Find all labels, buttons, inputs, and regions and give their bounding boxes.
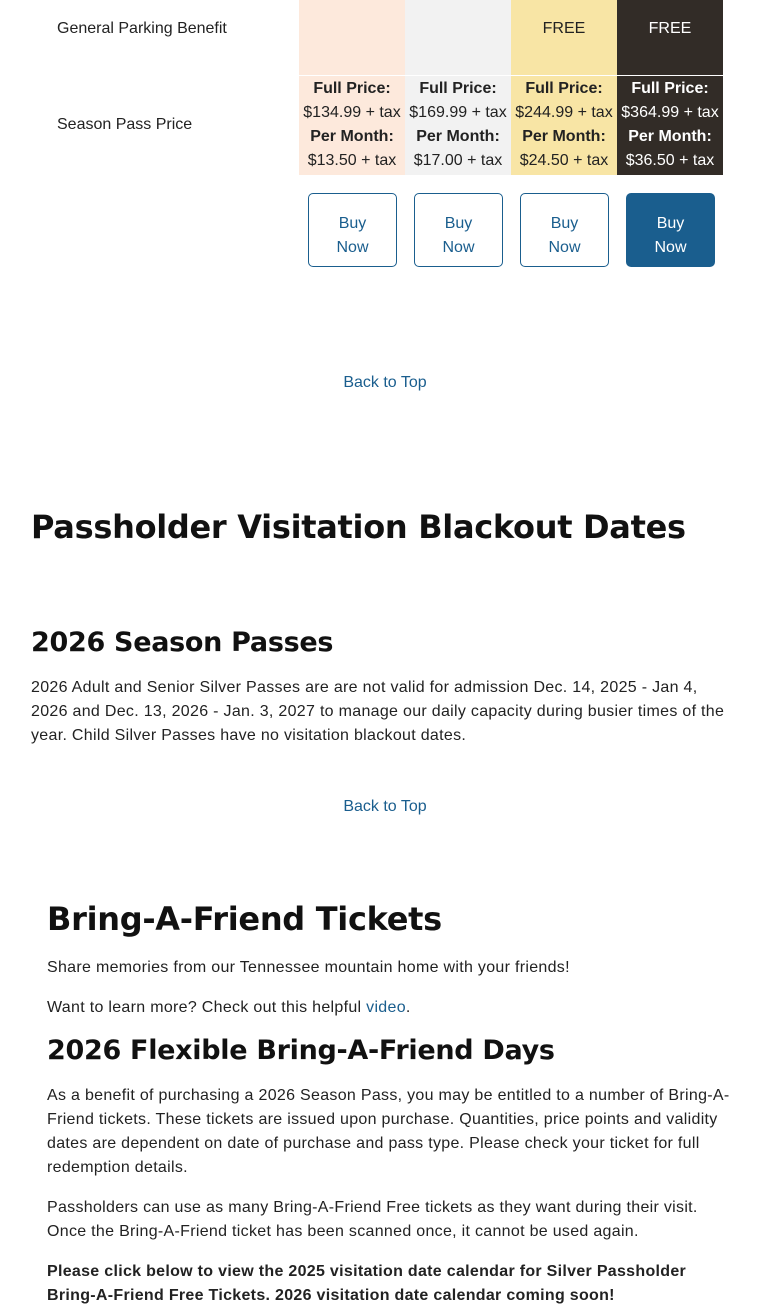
buy-label: Buy	[444, 215, 473, 232]
full-price-value: $244.99 + tax	[515, 104, 613, 121]
full-price-label: Full Price:	[631, 80, 709, 97]
friend-intro-text: Share memories from our Tennessee mountain home with your friends!	[47, 959, 570, 976]
parking-cell-tier1	[299, 0, 405, 75]
flexible-days-heading: 2026 Flexible Bring-A-Friend Days	[47, 1035, 555, 1066]
flexible-days-para-1: As a benefit of purchasing a 2026 Season Pass, you may be entitled to a number of Bring-A-Friend tickets. These tickets are issued upon purchase. Quantities, price points and validity dates are dependent on date of purchase and pass type. Please check your ticket for full redemption details.	[47, 1087, 730, 1176]
blackout-body-text: 2026 Adult and Senior Silver Passes are are not valid for admission Dec. 14, 2025 - Jan 4, 2026 and Dec. 13, 2026 - Jan. 3, 2027 to manage our daily capacity during busier times of the year. Child Silver Passes have no visitation blackout dates.	[31, 679, 725, 744]
learn-more-prefix: Want to learn more? Check out this helpful	[47, 999, 367, 1016]
buy-label: Buy	[656, 215, 685, 232]
flexible-days-para-2: Passholders can use as many Bring-A-Friend Free tickets as they want during their visit. Once the Bring-A-Friend ticket has been scanned once, it cannot be used again.	[47, 1199, 698, 1240]
per-month-label: Per Month:	[310, 128, 394, 145]
video-link[interactable]: video	[366, 999, 406, 1016]
price-cell-tier1	[299, 76, 405, 175]
price-cell-tier3	[511, 76, 617, 175]
full-price-label: Full Price:	[419, 80, 497, 97]
buy-label: Buy	[338, 215, 367, 232]
buy-now-button-tier2[interactable]	[414, 193, 503, 267]
per-month-value: $17.00 + tax	[413, 152, 503, 169]
per-month-label: Per Month:	[416, 128, 500, 145]
now-label: Now	[548, 239, 581, 256]
per-month-value: $36.50 + tax	[625, 152, 715, 169]
full-price-label: Full Price:	[313, 80, 391, 97]
per-month-value: $24.50 + tax	[519, 152, 609, 169]
buy-now-button-tier4[interactable]	[626, 193, 715, 267]
learn-more-suffix: .	[405, 999, 411, 1016]
parking-cell-tier3: FREE	[511, 0, 617, 75]
back-to-top-link[interactable]: Back to Top	[343, 798, 427, 815]
per-month-value: $13.50 + tax	[307, 152, 397, 169]
price-cell-tier2	[405, 76, 511, 175]
season-passes-heading: 2026 Season Passes	[31, 627, 334, 658]
learn-more-text	[47, 996, 737, 1020]
blackout-dates-heading: Passholder Visitation Blackout Dates	[31, 508, 686, 546]
parking-cell-tier2	[405, 0, 511, 75]
now-label: Now	[336, 239, 369, 256]
full-price-label: Full Price:	[525, 80, 603, 97]
full-price-value: $134.99 + tax	[303, 104, 401, 121]
full-price-value: $169.99 + tax	[409, 104, 507, 121]
per-month-label: Per Month:	[628, 128, 712, 145]
back-to-top-link[interactable]: Back to Top	[343, 374, 427, 391]
now-label: Now	[442, 239, 475, 256]
calendar-notice-text: Please click below to view the 2025 visitation date calendar for Silver Passholder Bring-A-Friend Free Tickets. 2026 visitation date calendar coming soon!	[47, 1263, 687, 1304]
per-month-label: Per Month:	[522, 128, 606, 145]
parking-cell-tier4: FREE	[617, 0, 723, 75]
season-pass-price-label: Season Pass Price	[57, 116, 193, 133]
buy-now-button-tier3[interactable]	[520, 193, 609, 267]
now-label: Now	[654, 239, 687, 256]
buy-label: Buy	[550, 215, 579, 232]
parking-benefit-label: General Parking Benefit	[57, 20, 227, 37]
full-price-value: $364.99 + tax	[621, 104, 719, 121]
buy-now-button-tier1[interactable]	[308, 193, 397, 267]
bring-a-friend-heading: Bring-A-Friend Tickets	[47, 900, 442, 938]
price-cell-tier4	[617, 76, 723, 175]
